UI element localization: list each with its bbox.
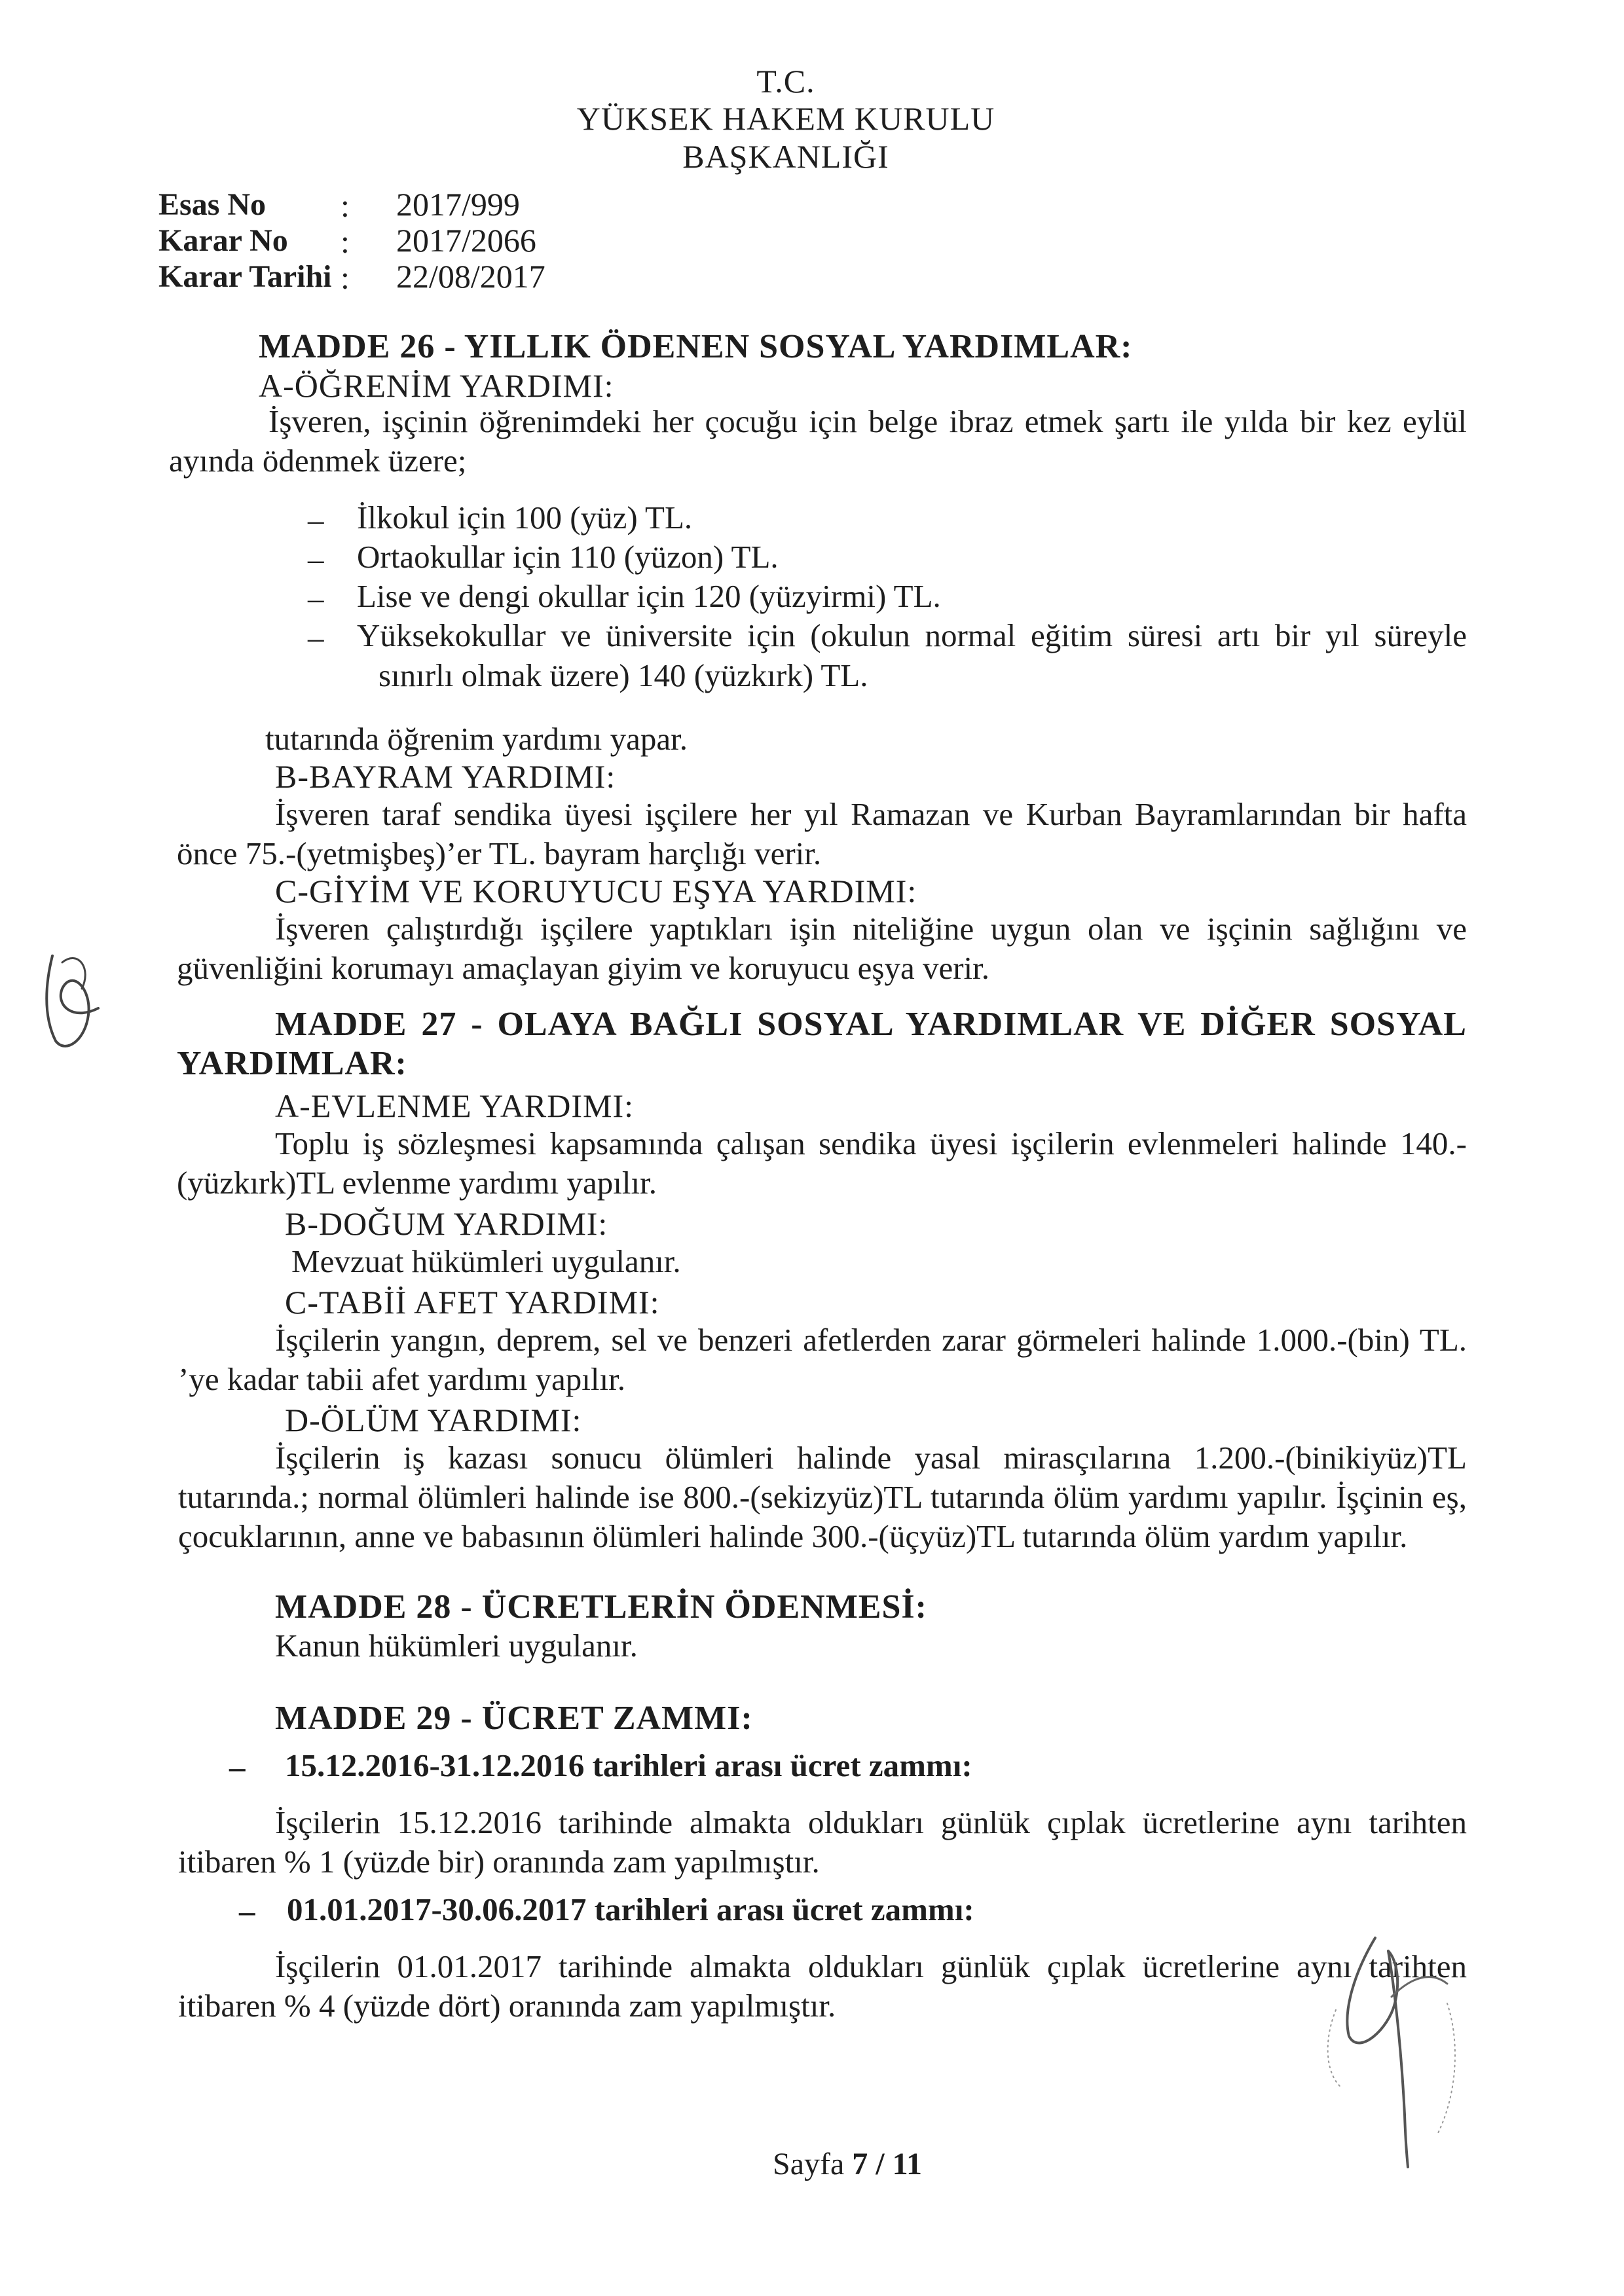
- list-dash: –: [308, 619, 324, 655]
- article-29-period-2-title: 01.01.2017-30.06.2017 tarihleri arası ücret zammı:: [287, 1891, 974, 1927]
- article-27-a-l2: (yüzkırk)TL evlenme yardımı yapılır.: [177, 1165, 657, 1201]
- list-item-yuksekokul-l2: sınırlı olmak üzere) 140 (yüzkırk) TL.: [378, 657, 868, 693]
- article-26-a-after: tutarında öğrenim yardımı yapar.: [265, 721, 688, 757]
- article-26-c-l2: güvenliğini korumayı amaçlayan giyim ve koruyucu eşya verir.: [177, 950, 989, 986]
- list-dash: –: [308, 541, 324, 577]
- article-29-period-1-l1: İşçilerin 15.12.2016 tarihinde almakta oldukları günlük çıplak ücretlerine aynı tarihten: [275, 1804, 1467, 1840]
- article-27-d-l3: çocuklarının, anne ve babasının ölümleri halinde 300.-(üçyüz)TL tutarında ölüm yardım yapılır.: [178, 1518, 1408, 1554]
- esas-no-label: Esas No: [158, 187, 267, 222]
- article-27-b-l1: Mevzuat hükümleri uygulanır.: [291, 1243, 681, 1279]
- karar-no-value: 2017/2066: [396, 222, 536, 259]
- article-28-l1: Kanun hükümleri uygulanır.: [275, 1628, 638, 1664]
- karar-no-label: Karar No: [158, 223, 288, 258]
- article-27-c-l2: ’ye kadar tabii afet yardımı yapılır.: [178, 1361, 626, 1397]
- list-dash: –: [239, 1893, 255, 1929]
- list-dash: –: [308, 580, 324, 616]
- article-27-title-l1: MADDE 27 - OLAYA BAĞLI SOSYAL YARDIMLAR VE DİĞER SOSYAL: [275, 1006, 1467, 1043]
- article-27-c-l1: İşçilerin yangın, deprem, sel ve benzeri afetlerden zarar görmeleri halinde 1.000.-(bin) TL.: [275, 1322, 1467, 1358]
- esas-no-colon: :: [341, 187, 350, 224]
- karar-tarihi-label: Karar Tarihi: [158, 259, 332, 294]
- article-27-a-title: A-EVLENME YARDIMI:: [275, 1087, 635, 1124]
- article-26-c-l1: İşveren çalıştırdığı işçilere yaptıkları işin niteliğine uygun olan ve işçinin sağlığını ve: [275, 911, 1467, 947]
- karar-no-colon: :: [341, 223, 350, 260]
- article-27-d-title: D-ÖLÜM YARDIMI:: [285, 1402, 582, 1438]
- article-26-a-text-l2: ayında ödenmek üzere;: [169, 443, 467, 479]
- article-29-title: MADDE 29 - ÜCRET ZAMMI:: [275, 1700, 753, 1737]
- page-number-prefix: Sayfa: [773, 2147, 853, 2181]
- list-dash: –: [229, 1749, 246, 1785]
- article-26-b-title: B-BAYRAM YARDIMI:: [275, 758, 616, 795]
- article-26-a-title: A-ÖĞRENİM YARDIMI:: [259, 367, 614, 404]
- margin-initials-signature: [26, 943, 118, 1061]
- article-27-title-l2: YARDIMLAR:: [177, 1045, 407, 1082]
- karar-tarihi-value: 22/08/2017: [396, 258, 545, 295]
- list-item-ortaokul: Ortaokullar için 110 (yüzon) TL.: [357, 539, 779, 575]
- article-27-c-title: C-TABİİ AFET YARDIMI:: [285, 1284, 660, 1321]
- page-number-value: 7 / 11: [852, 2147, 922, 2181]
- article-29-period-1-title: 15.12.2016-31.12.2016 tarihleri arası ücret zammı:: [285, 1747, 972, 1783]
- article-29-period-2-l2: itibaren % 4 (yüzde dört) oranında zam yapılmıştır.: [178, 1988, 836, 2024]
- article-27-d-l1: İşçilerin iş kazası sonucu ölümleri halinde yasal mirasçılarına 1.200.-(binikiyüz)TL: [275, 1440, 1467, 1476]
- article-27-d-l2: tutarında.; normal ölümleri halinde ise 800.-(sekizyüz)TL tutarında ölüm yardımı yapılır. İşçinin eş,: [178, 1479, 1467, 1515]
- article-26-title: MADDE 26 - YILLIK ÖDENEN SOSYAL YARDIMLAR:: [259, 328, 1133, 365]
- article-29-period-2-l1: İşçilerin 01.01.2017 tarihinde almakta oldukları günlük çıplak ücretlerine aynı tarihten: [275, 1948, 1467, 1984]
- article-26-c-title: C-GİYİM VE KORUYUCU EŞYA YARDIMI:: [275, 873, 917, 909]
- list-dash: –: [308, 501, 324, 538]
- article-26-a-text-l1: İşveren, işçinin öğrenimdeki her çocuğu için belge ibraz etmek şartı ile yılda bir kez eylül: [268, 403, 1467, 439]
- header-presidency: BAŞKANLIĞI: [682, 138, 889, 175]
- esas-no-value: 2017/999: [396, 186, 520, 223]
- list-item-yuksekokul: Yüksekokullar ve üniversite için (okulun normal eğitim süresi artı bir yıl süreyle: [357, 617, 1467, 653]
- list-item-lise: Lise ve dengi okullar için 120 (yüzyirmi) TL.: [357, 578, 941, 614]
- article-26-b-l2: önce 75.-(yetmişbeş)’er TL. bayram harçlığı verir.: [177, 835, 822, 871]
- page-number: [773, 2146, 922, 2182]
- article-29-period-1-l2: itibaren % 1 (yüzde bir) oranında zam yapılmıştır.: [178, 1844, 820, 1880]
- article-27-a-l1: Toplu iş sözleşmesi kapsamında çalışan sendika üyesi işçilerin evlenmeleri halinde 140.-: [275, 1125, 1467, 1161]
- header-tc: T.C.: [756, 63, 815, 100]
- karar-tarihi-colon: :: [341, 259, 350, 296]
- signature: [1297, 1899, 1493, 2174]
- list-item-ilkokul: İlkokul için 100 (yüz) TL.: [357, 500, 693, 536]
- article-26-b-l1: İşveren taraf sendika üyesi işçilere her yıl Ramazan ve Kurban Bayramlarından bir hafta: [275, 796, 1467, 832]
- header-institution: YÜKSEK HAKEM KURULU: [576, 100, 995, 137]
- article-28-title: MADDE 28 - ÜCRETLERİN ÖDENMESİ:: [275, 1588, 927, 1626]
- article-27-b-title: B-DOĞUM YARDIMI:: [285, 1205, 608, 1242]
